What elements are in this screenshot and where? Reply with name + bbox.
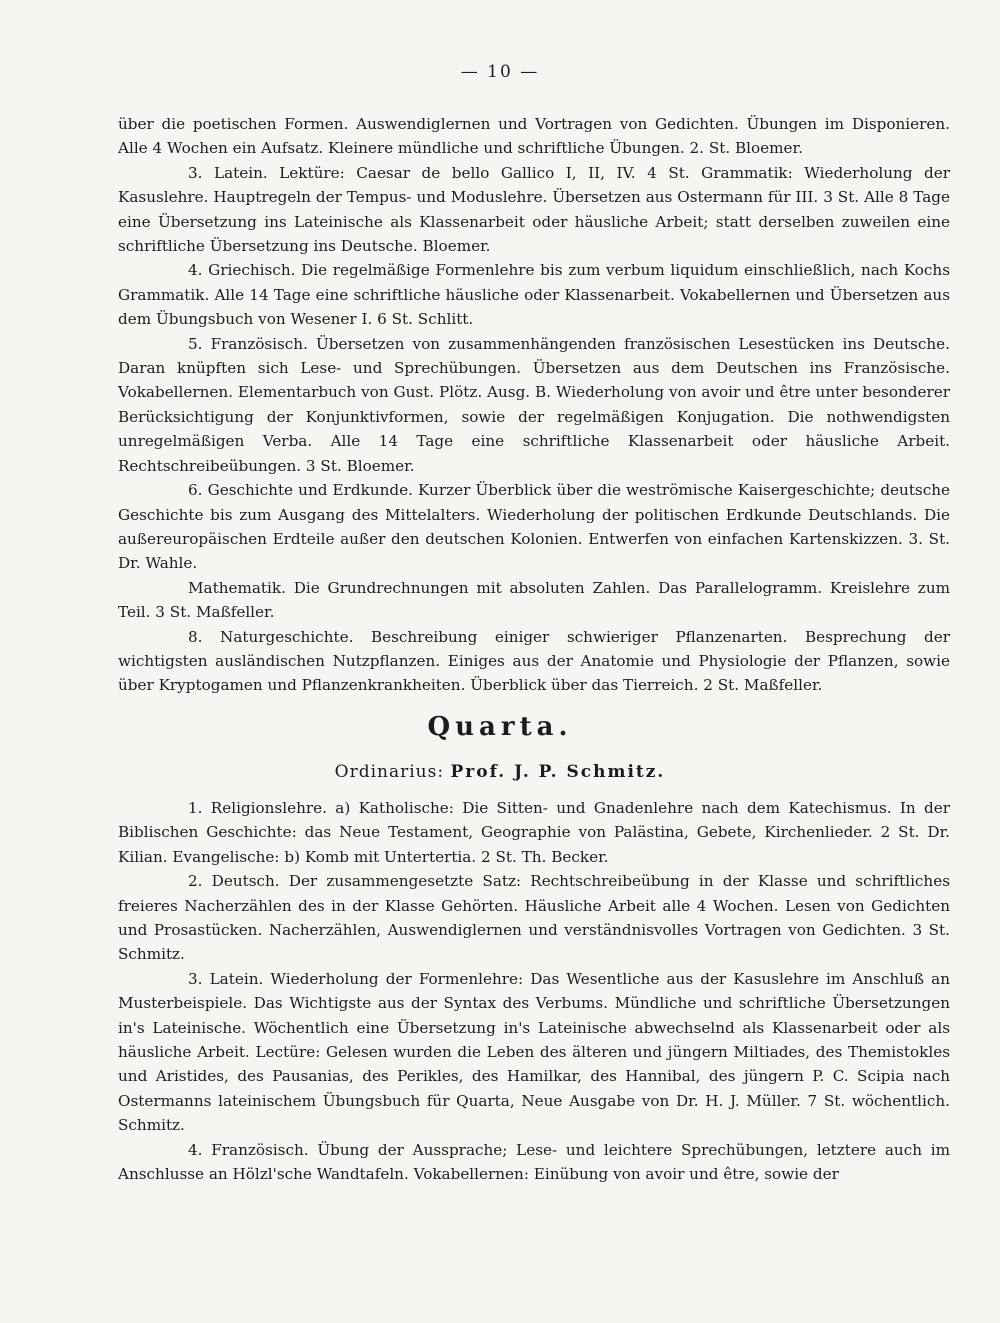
bottom-section [118,796,950,1187]
paragraph-franzoesisch-quarta: 4. Französisch. Übung der Aussprache; Lese- und leichtere Sprechübungen, letztere auch im Anschlusse an Hölzl'sche Wandtafeln. Vokabellernen: Einübung von avoir und être, sowie der [118,1140,950,1184]
ordinarius-name: Prof. J. P. Schmitz. [450,762,666,782]
top-section [118,112,950,698]
paragraph-deutsch-continuation: über die poetischen Formen. Auswendiglernen und Vortragen von Gedichten. Übungen im Disponieren. Alle 4 Wochen ein Aufsatz. Kleinere mündliche und schriftliche Übungen. 2. St. Bloemer. [118,115,950,158]
paragraph-geschichte: 6. Geschichte und Erdkunde. Kurzer Überblick über die weströmische Kaisergeschichte; deutsche Geschichte bis zum Ausgang des Mittelalters. Wiederholung der politischen Erdkunde Deutschlands. Die außereuropäischen Erdteile außer den deutschen Kolonien. Entwerfen von einfachen Kartenskizzen. 3. St. Dr. Wahle. [118,481,950,573]
paragraph-deutsch: 2. Deutsch. Der zusammengesetzte Satz: Rechtschreibeübung in der Klasse und schriftliches freieres Nacherzählen des in der Klasse Gehörten. Häusliche Arbeit alle 4 Wochen. Lesen von Gedichten und Prosastücken. Nacherzählen, Auswendiglernen und verständnisvolles Vortragen von Gedichten. 3 St. Schmitz. [118,872,950,964]
paragraph-franzoesisch: 5. Französisch. Übersetzen von zusammenhängenden französischen Lesestücken ins Deutsche. Daran knüpften sich Lese- und Sprechübungen. Übersetzen aus dem Deutschen ins Französische. Vokabellernen. Elementarbuch von Gust. Plötz. Ausg. B. Wiederholung von avoir und être unter besonderer Berücksichtigung der Konjunktivformen, sowie der regelmäßigen Konjugation. Die nothwendigsten unregelmäßigen Verba. Alle 14 Tage eine schriftliche Klassenarbeit oder häusliche Arbeit. Rechtschreibeübungen. 3 St. Bloemer. [118,334,950,475]
paragraph-religionslehre: 1. Religionslehre. a) Katholische: Die Sitten- und Gnadenlehre nach dem Katechismus. In der Biblischen Geschichte: das Neue Testament, Geographie von Palästina, Gebete, Kirchenlieder. 2 St. Dr. Kilian. Evangelische: b) Komb mit Untertertia. 2 St. Th. Becker. [118,799,950,866]
paragraph-mathematik: Mathematik. Die Grundrechnungen mit absoluten Zahlen. Das Parallelogramm. Kreislehre zum Teil. 3 St. Maßfeller. [118,578,950,622]
ordinarius-label: Ordinarius: [334,762,445,782]
page-number: — 10 — [460,62,540,82]
paragraph-naturgeschichte: 8. Naturgeschichte. Beschreibung einiger schwieriger Pflanzenarten. Besprechung der wichtigsten ausländischen Nutzpflanzen. Einiges aus der Anatomie und Physiologie der Pflanzen, sowie über Kryptogamen und Pflanzenkrankheiten. Überblick über das Tierreich. 2 St. Maßfeller. [118,627,950,695]
ordinarius-line [0,762,1000,782]
paragraph-griechisch: 4. Griechisch. Die regelmäßige Formenlehre bis zum verbum liquidum einschließlich, nach Kochs Grammatik. Alle 14 Tage eine schriftliche häusliche oder Klassenarbeit. Vokabellernen und Übersetzen aus dem Übungsbuch von Wesener I. 6 St. Schlitt. [118,261,950,329]
paragraph-latein: 3. Latein. Lektüre: Caesar de bello Gallico I, II, IV. 4 St. Grammatik: Wiederholung der Kasuslehre. Hauptregeln der Tempus- und Moduslehre. Übersetzen aus Ostermann für III. 3 St. Alle 8 Tage eine Übersetzung ins Lateinische als Klassenarbeit oder häusliche Arbeit; statt derselben zuweilen eine schriftliche Übersetzung ins Deutsche. Bloemer. [118,163,950,256]
section-title-quarta: Quarta. [427,712,573,742]
paragraph-latein-quarta: 3. Latein. Wiederholung der Formenlehre: Das Wesentliche aus der Kasuslehre im Anschluß an Musterbeispiele. Das Wichtigste aus der Syntax des Verbums. Mündliche und schriftliche Übersetzungen in's Lateinische. Wöchentlich eine Übersetzung in's Lateinische abwechselnd als Klassenarbeit oder als häusliche Arbeit. Lectüre: Gelesen wurden die Leben des älteren und jüngern Miltiades, des Themistokles und Aristides, des Pausanias, des Perikles, des Hamilkar, des Hannibal, des jüngern P. C. Scipia nach Ostermanns lateinischem Übungsbuch für Quarta, Neue Ausgabe von Dr. H. J. Müller. 7 St. wöchentlich. Schmitz. [118,969,950,1135]
